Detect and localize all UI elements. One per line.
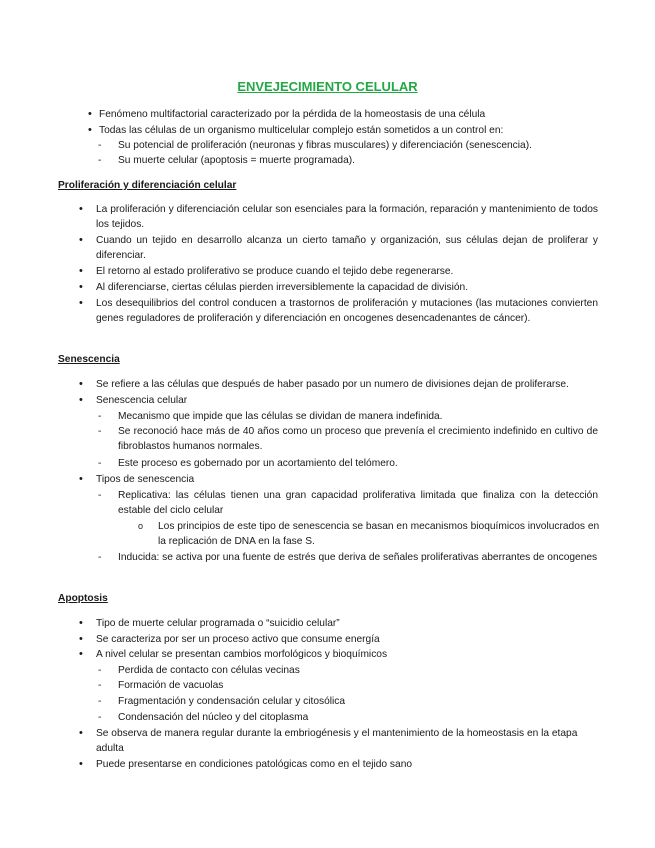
sub-list-item: Su muerte celular (apoptosis = muerte programada). xyxy=(118,155,355,166)
bullet-marker: • xyxy=(79,727,83,739)
dash-marker: - xyxy=(98,712,102,723)
bullet-marker: • xyxy=(79,378,83,390)
bullet-marker: • xyxy=(79,297,83,309)
list-item: Tipos de senescencia xyxy=(96,474,195,485)
section-heading-senescencia: Senescencia xyxy=(58,354,120,365)
circle-marker: o xyxy=(138,521,144,531)
dash-marker: - xyxy=(98,552,102,563)
list-item: Se observa de manera regular durante la embriogénesis y el mantenimiento de la homeostasis en la etapa adulta xyxy=(96,728,578,755)
dash-marker: - xyxy=(98,490,102,501)
section-heading-proliferacion: Proliferación y diferenciación celular xyxy=(58,180,237,191)
bullet-marker: • xyxy=(79,617,83,629)
bullet-marker: • xyxy=(79,648,83,660)
dash-marker: - xyxy=(98,155,102,166)
document-title: ENVEJECIMIENTO CELULAR xyxy=(237,79,418,94)
list-item: El retorno al estado proliferativo se produce cuando el tejido debe regenerarse. xyxy=(96,266,454,277)
list-item: A nivel celular se presentan cambios morfológicos y bioquímicos xyxy=(96,649,388,660)
bullet-marker: • xyxy=(79,203,83,215)
list-item: Los desequilibrios del control conducen a trastornos de proliferación y mutaciones (las mutaciones convierten genes reguladores de proliferación y diferenciación en oncogenes desencadenantes de cáncer). xyxy=(96,298,598,325)
dash-marker: - xyxy=(98,665,102,676)
section-heading-apoptosis: Apoptosis xyxy=(58,593,108,604)
list-item: Senescencia celular xyxy=(96,395,188,406)
dash-marker: - xyxy=(98,411,102,422)
dash-marker: - xyxy=(98,680,102,691)
bullet-marker: • xyxy=(79,281,83,293)
sub-list-item: Perdida de contacto con células vecinas xyxy=(118,665,300,676)
bullet-marker: • xyxy=(79,265,83,277)
list-item: Tipo de muerte celular programada o “suicidio celular” xyxy=(96,618,340,629)
dash-marker: - xyxy=(98,458,102,469)
sub-list-item: Fragmentación y condensación celular y citosólica xyxy=(118,696,346,707)
sub-list-item: Este proceso es gobernado por un acortamiento del telómero. xyxy=(118,458,398,469)
sub-list-item: Inducida: se activa por una fuente de estrés que deriva de señales proliferativas aberrantes de oncogenes xyxy=(118,552,598,563)
list-item: Cuando un tejido en desarrollo alcanza un cierto tamaño y organización, sus células dejan de proliferar y diferenciar. xyxy=(96,235,598,262)
list-item: Todas las células de un organismo multicelular complejo están sometidos a un control en: xyxy=(99,125,504,136)
bullet-marker: • xyxy=(79,473,83,485)
bullet-marker: • xyxy=(79,633,83,645)
sub-sub-list-item: Los principios de este tipo de senescencia se basan en mecanismos bioquímicos involucrados en la replicación de DNA en la fase S. xyxy=(158,521,600,548)
list-item: Se refiere a las células que después de haber pasado por un numero de divisiones dejan de proliferarse. xyxy=(96,379,569,390)
sub-list-item: Su potencial de proliferación (neuronas y fibras musculares) y diferenciación (senescencia). xyxy=(118,140,532,151)
bullet-marker: • xyxy=(88,124,92,136)
bullet-marker: • xyxy=(79,758,83,770)
list-item: Puede presentarse en condiciones patológicas como en el tejido sano xyxy=(96,759,413,770)
sub-list-item: Formación de vacuolas xyxy=(118,680,224,691)
sub-list-item: Mecanismo que impide que las células se dividan de manera indefinida. xyxy=(118,411,443,422)
list-item: La proliferación y diferenciación celular son esenciales para la formación, reparación y mantenimiento de todos los tejidos. xyxy=(96,204,598,231)
dash-marker: - xyxy=(98,426,102,437)
bullet-marker: • xyxy=(79,234,83,246)
list-item: Al diferenciarse, ciertas células pierden irreversiblemente la capacidad de división. xyxy=(96,282,469,293)
sub-list-item: Se reconoció hace más de 40 años como un proceso que prevenía el crecimiento indefinido en cultivo de fibroblastos humanos normales. xyxy=(118,426,598,453)
sub-list-item: Replicativa: las células tienen una gran capacidad proliferativa limitada que finaliza con la detección estable del ciclo celular xyxy=(118,490,598,517)
dash-marker: - xyxy=(98,696,102,707)
bullet-marker: • xyxy=(79,394,83,406)
list-item: Se caracteriza por ser un proceso activo que consume energía xyxy=(96,634,380,645)
sub-list-item: Condensación del núcleo y del citoplasma xyxy=(118,712,309,723)
dash-marker: - xyxy=(98,140,102,151)
bullet-marker: • xyxy=(88,108,92,120)
list-item: Fenómeno multifactorial caracterizado por la pérdida de la homeostasis de una célula xyxy=(99,109,486,120)
